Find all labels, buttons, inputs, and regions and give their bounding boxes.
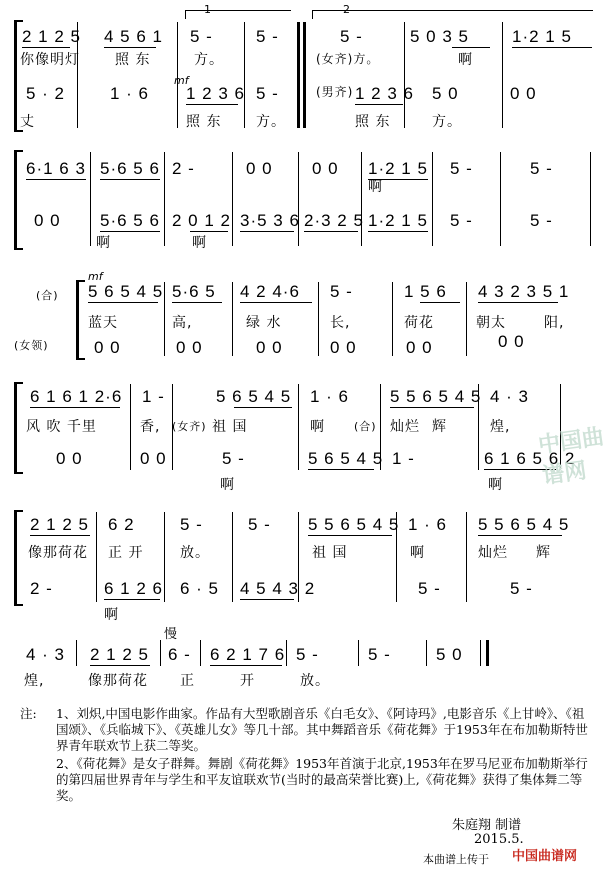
note-group: 5 -: [330, 282, 353, 301]
note-group: 5·6 5 6: [100, 211, 160, 230]
note-group: 5 -: [368, 645, 391, 664]
note-group: 6 -: [168, 645, 191, 664]
volta-2: 2: [312, 10, 593, 19]
barline: [232, 512, 233, 602]
system-brace: [76, 280, 85, 360]
barline: [164, 512, 165, 602]
underline: [390, 407, 474, 408]
note-group: 5 -: [530, 159, 553, 178]
note-group: 4 · 3: [26, 645, 66, 664]
note-group: 5 0 3 5: [410, 27, 469, 46]
note-group: 1 2 3 6: [186, 84, 245, 103]
note-group: 0 0: [312, 159, 339, 178]
underline: [478, 535, 562, 536]
note-group: 2·3 2 5: [304, 211, 364, 230]
note-group: 4 5 6 1: [104, 27, 163, 46]
lyric: 方。: [432, 114, 462, 130]
lyric: 高,: [172, 315, 193, 331]
underline: [512, 47, 592, 48]
note-group: 5 -: [450, 211, 473, 230]
barline: [361, 152, 362, 246]
lyric: 放。: [180, 545, 210, 561]
underline: [22, 47, 70, 48]
note-group: 2 0 1 2: [172, 211, 231, 230]
underline: [304, 231, 358, 232]
site-watermark: 中国曲谱网: [536, 424, 606, 490]
barline: [232, 152, 233, 246]
lyric: 灿烂: [478, 545, 508, 561]
underline: [240, 599, 294, 600]
signature-name: 朱庭翔 制谱: [452, 818, 522, 833]
lyric: 啊: [458, 52, 473, 68]
lyric: 啊: [104, 607, 119, 623]
note-group: 5 -: [340, 27, 363, 46]
note-group: 5 -: [222, 449, 245, 468]
lyric: 像那荷花: [88, 673, 148, 689]
lyric: 辉: [536, 545, 551, 561]
barline: [76, 640, 77, 666]
note-group: 5 · 2: [26, 84, 66, 103]
note-group: 6 2: [108, 515, 135, 534]
note-group: 0 0: [56, 449, 83, 468]
system-brace: [14, 382, 23, 474]
note-group: 5 -: [248, 515, 271, 534]
lyric: (女齐)方。: [316, 52, 380, 66]
underline: [172, 302, 222, 303]
lyric: 照 东: [186, 114, 222, 130]
note-group: 1 · 6: [110, 84, 150, 103]
lyric: 长,: [330, 315, 351, 331]
barline: [286, 640, 287, 666]
double-barline: [303, 22, 306, 128]
barline: [200, 640, 201, 666]
lyric: 祖 国: [312, 545, 348, 561]
underline: [240, 302, 312, 303]
barline: [466, 512, 467, 602]
lyric: 照 东: [115, 52, 151, 68]
system-brace: [14, 150, 23, 250]
note-group: 1·2 1 5: [368, 211, 428, 230]
final-barline-thin: [480, 640, 481, 666]
note-group: 5 6 5 4 5: [308, 449, 384, 468]
barline: [404, 22, 405, 128]
note-group: 0 0: [94, 338, 121, 357]
note-group: 2 -: [172, 159, 195, 178]
note-group: 1 · 6: [408, 515, 448, 534]
lyric: 灿烂: [390, 419, 420, 435]
lyric: (合): [354, 420, 377, 433]
lyric: 方。: [194, 52, 224, 68]
repeat-barline: [297, 22, 300, 128]
underline: [186, 104, 238, 105]
note-group: 2 1 2 5: [22, 27, 81, 46]
dynamic-mf: mf: [174, 74, 189, 87]
barline: [466, 282, 467, 356]
note-group: 6 1 2 6: [104, 579, 163, 598]
final-barline-thick: [486, 640, 489, 666]
underline: [368, 231, 428, 232]
system-brace: [14, 510, 23, 606]
note-group: 1·2 1 5: [512, 27, 572, 46]
lyric: 啊: [368, 179, 383, 195]
note-group: 5·6 5: [172, 282, 216, 301]
barline: [298, 384, 299, 470]
upload-note: 本曲谱上传于: [423, 853, 489, 866]
underline: [420, 302, 460, 303]
lyric: 祖 国: [212, 419, 248, 435]
lyric: 正 开: [108, 545, 144, 561]
lyric: 朝太: [476, 315, 506, 331]
note-group: 4 5 4 3 2: [240, 579, 316, 598]
underline: [190, 231, 228, 232]
note-group: 5 -: [450, 159, 473, 178]
note-group: 0 0: [510, 84, 537, 103]
barline: [96, 512, 97, 602]
note-group: 6·1 6 3: [26, 159, 86, 178]
barline: [160, 640, 161, 666]
barline: [298, 152, 299, 246]
barline: [432, 152, 433, 246]
underline: [104, 599, 160, 600]
underline: [30, 407, 120, 408]
barline: [90, 152, 91, 246]
note-group: 5 -: [530, 211, 553, 230]
note-group: 6 2 1 7 6: [210, 645, 286, 664]
lyric: 煌,: [24, 673, 45, 689]
lyric: 啊: [488, 477, 503, 493]
lyric: 啊: [192, 235, 207, 251]
lyric: 正: [180, 673, 195, 689]
barline: [358, 640, 359, 666]
underline: [452, 47, 490, 48]
barline: [164, 282, 165, 356]
site-logo[interactable]: 中国曲谱网: [512, 849, 578, 864]
volta-1: 1: [185, 10, 291, 19]
note-group: 1 2 3 6: [355, 84, 414, 103]
lyric: 煌,: [490, 419, 511, 435]
underline: [478, 302, 558, 303]
lyric: (女齐): [172, 420, 207, 433]
lyric: 方。: [256, 114, 286, 130]
lyric: 辉: [432, 419, 447, 435]
note-group: 2 1 2 5: [90, 645, 149, 664]
barline: [130, 384, 131, 470]
note-group: 6 1 6 1 2·6: [30, 387, 123, 406]
note-group: 4 3 2 3 5 1: [478, 282, 570, 301]
note-group: 6 · 5: [180, 579, 220, 598]
note-group: 5·6 5 6: [100, 159, 160, 178]
note-group: 2 -: [30, 579, 53, 598]
note-group: 5 -: [418, 579, 441, 598]
note-group: 0 0: [498, 332, 525, 351]
barline: [232, 282, 233, 356]
note-group: 5 6 5 4 5: [216, 387, 292, 406]
barline: [392, 282, 393, 356]
lyric: 像那荷花: [28, 545, 88, 561]
lyric: 照 东: [355, 114, 391, 130]
lyric: 蓝天: [88, 315, 118, 331]
tempo-mark: 慢: [164, 627, 179, 642]
part-label: (合): [36, 289, 59, 302]
underline: [308, 469, 374, 470]
barline: [500, 152, 501, 246]
note-group: 0 0: [406, 338, 433, 357]
note-group: 5 0: [432, 84, 459, 103]
underline: [30, 535, 90, 536]
lyric: 放。: [300, 673, 330, 689]
note-group: 5 5 6 5 4 5: [308, 515, 400, 534]
lyric: 风 吹 千里: [26, 419, 97, 435]
underline: [100, 231, 160, 232]
barline: [590, 152, 591, 246]
note-group: 1·2 1 5: [368, 159, 428, 178]
note-group: 1 · 6: [310, 387, 350, 406]
note-group: 5 -: [190, 27, 213, 46]
notes-label: 注:: [20, 706, 37, 721]
lyric: 啊: [220, 477, 235, 493]
note-group: 5 -: [256, 27, 279, 46]
note-group: 0 0: [330, 338, 357, 357]
barline: [318, 282, 319, 356]
underline: [88, 302, 158, 303]
annotation-block: [20, 706, 592, 804]
signature-date: 2015.5.: [474, 832, 524, 847]
note-group: 1 -: [142, 387, 165, 406]
lyric: 荷花: [404, 315, 434, 331]
note-1: 1、刘炽,中国电影作曲家。作品有大型歌剧音乐《白毛女》、《阿诗玛》,电影音乐《上甘岭》、《祖国颂》、《兵临城下》、《英雄儿女》等几十部。其中舞蹈音乐《荷花舞》于1953年在布加勒斯特世界青年联欢节上获二等奖。: [56, 706, 588, 753]
underline: [210, 665, 282, 666]
lyric: 香,: [140, 419, 161, 435]
note-group: 5 -: [296, 645, 319, 664]
lyric: 阳,: [544, 315, 565, 331]
underline: [355, 104, 403, 105]
lyric: 你像明灯: [20, 52, 80, 68]
note-2: 2、《荷花舞》是女子群舞。舞剧《荷花舞》1953年首演于北京,1953年在罗马尼亚布加勒斯举行的第四届世界青年与学生和平友谊联欢节(当时的最高荣誉比赛)上,《荷花舞》获得了集体舞二等奖。: [56, 756, 588, 803]
barline: [164, 152, 165, 246]
barline: [426, 640, 427, 666]
note-group: 6 1 6 5 6 2: [484, 449, 576, 468]
underline: [240, 231, 294, 232]
lyric: 啊: [410, 545, 425, 561]
lyric: 绿 水: [246, 315, 282, 331]
lyric: (男齐): [316, 85, 354, 99]
note-group: 5 0: [436, 645, 463, 664]
dynamic-mf: mf: [88, 270, 103, 283]
note-group: 0 0: [176, 338, 203, 357]
note-group: 0 0: [140, 449, 167, 468]
note-group: 5 -: [180, 515, 203, 534]
underline: [234, 407, 292, 408]
note-group: 0 0: [256, 338, 283, 357]
underline: [100, 179, 160, 180]
note-group: 5 -: [510, 579, 533, 598]
underline: [26, 179, 86, 180]
barline: [502, 22, 503, 128]
note-group: 1 5 6: [404, 282, 447, 301]
note-group: 2 1 2 5: [30, 515, 89, 534]
lyric: 啊: [310, 419, 325, 435]
note-group: 5 5 6 5 4 5: [390, 387, 482, 406]
barline: [244, 22, 245, 128]
note-group: 0 0: [34, 211, 61, 230]
note-group: 5 -: [256, 84, 279, 103]
note-group: 5 6 5 4 5: [88, 282, 164, 301]
note-group: 1 -: [392, 449, 415, 468]
note-group: 0 0: [246, 159, 273, 178]
note-group: 4 2 4·6: [240, 282, 300, 301]
underline: [90, 665, 150, 666]
lyric: 开: [240, 673, 255, 689]
part-label: (女领): [14, 339, 49, 352]
note-group: 3·5 3 6: [240, 211, 300, 230]
lyric: 丈: [20, 114, 35, 130]
note-group: 5 5 6 5 4 5: [478, 515, 570, 534]
lyric: 啊: [96, 235, 111, 251]
underline: [308, 535, 392, 536]
note-group: 4 · 3: [490, 387, 530, 406]
underline: [104, 47, 156, 48]
